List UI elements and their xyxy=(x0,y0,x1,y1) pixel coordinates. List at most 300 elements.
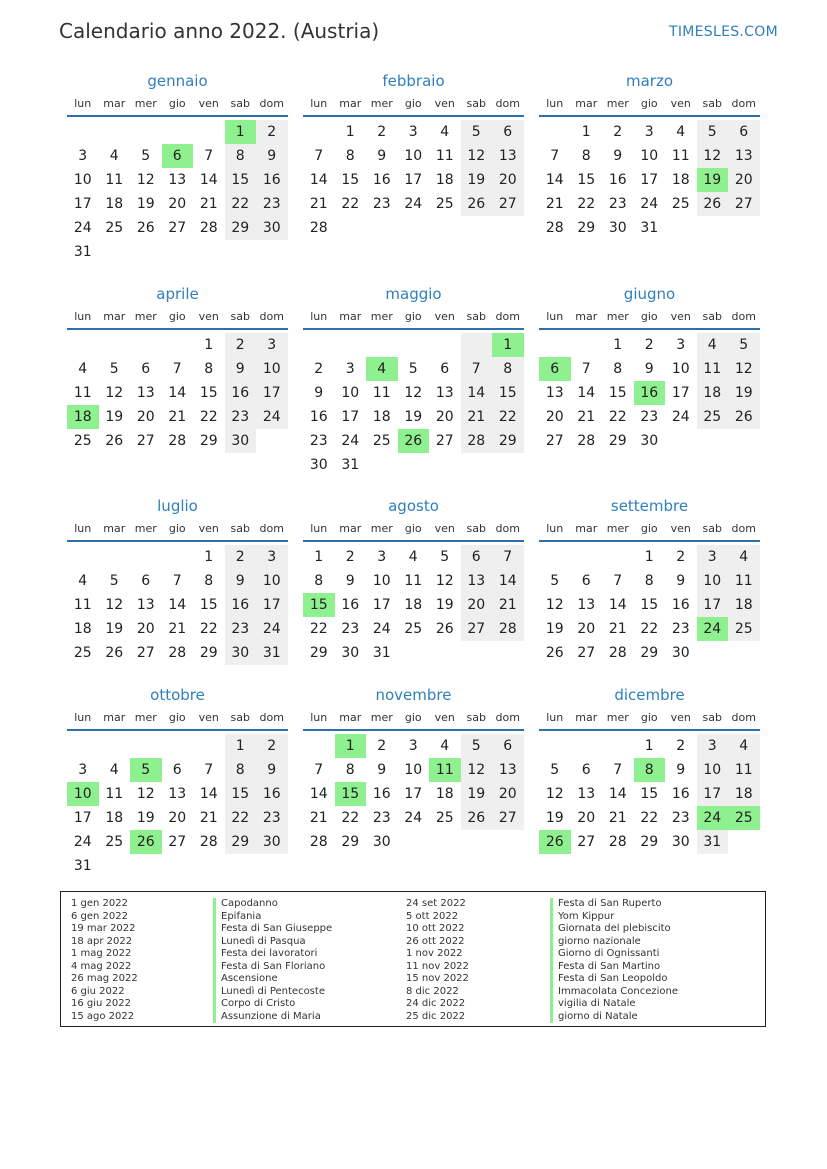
day-cell[interactable]: 4 xyxy=(78,361,88,377)
day-cell[interactable]: 31 xyxy=(372,645,391,661)
day-cell[interactable]: 3 xyxy=(697,734,729,758)
day-cell[interactable]: 11 xyxy=(435,148,454,164)
day-cell[interactable]: 19 xyxy=(105,621,124,637)
day-cell[interactable]: 20 xyxy=(168,810,187,826)
day-cell[interactable]: 19 xyxy=(545,810,564,826)
day-cell[interactable]: 11 xyxy=(404,573,423,589)
day-cell[interactable]: 7 xyxy=(461,357,493,381)
day-cell[interactable]: 13 xyxy=(577,786,596,802)
day-cell[interactable]: 4 xyxy=(440,738,450,754)
day-cell[interactable]: 9 xyxy=(225,569,257,593)
day-cell[interactable]: 30 xyxy=(372,834,391,850)
day-cell[interactable]: 8 xyxy=(634,758,666,782)
day-cell[interactable]: 24 xyxy=(404,810,423,826)
day-cell[interactable]: 11 xyxy=(429,758,461,782)
day-cell[interactable]: 23 xyxy=(640,409,659,425)
day-cell[interactable]: 23 xyxy=(372,196,391,212)
day-cell[interactable]: 30 xyxy=(309,457,328,473)
day-cell[interactable]: 3 xyxy=(697,545,729,569)
day-cell[interactable]: 10 xyxy=(341,385,360,401)
day-cell[interactable]: 16 xyxy=(671,597,690,613)
day-cell[interactable]: 31 xyxy=(73,244,92,260)
day-cell[interactable]: 28 xyxy=(545,220,564,236)
day-cell[interactable]: 19 xyxy=(461,168,493,192)
day-cell[interactable]: 7 xyxy=(314,762,324,778)
day-cell[interactable]: 11 xyxy=(728,758,760,782)
day-cell[interactable]: 4 xyxy=(676,124,686,140)
day-cell[interactable]: 7 xyxy=(314,148,324,164)
day-cell[interactable]: 9 xyxy=(225,357,257,381)
day-cell[interactable]: 19 xyxy=(728,381,760,405)
day-cell[interactable]: 25 xyxy=(404,621,423,637)
day-cell[interactable]: 9 xyxy=(676,762,686,778)
day-cell[interactable]: 4 xyxy=(408,549,418,565)
day-cell[interactable]: 7 xyxy=(172,573,182,589)
day-cell[interactable]: 14 xyxy=(492,569,524,593)
day-cell[interactable]: 7 xyxy=(172,361,182,377)
day-cell[interactable]: 20 xyxy=(492,782,524,806)
day-cell[interactable]: 19 xyxy=(435,597,454,613)
day-cell[interactable]: 5 xyxy=(141,148,151,164)
day-cell[interactable]: 20 xyxy=(545,409,564,425)
day-cell[interactable]: 27 xyxy=(545,433,564,449)
day-cell[interactable]: 1 xyxy=(613,337,623,353)
day-cell[interactable]: 29 xyxy=(199,645,218,661)
day-cell[interactable]: 21 xyxy=(608,621,627,637)
day-cell[interactable]: 18 xyxy=(372,409,391,425)
day-cell[interactable]: 28 xyxy=(608,645,627,661)
day-cell[interactable]: 6 xyxy=(440,361,450,377)
day-cell[interactable]: 6 xyxy=(492,120,524,144)
day-cell[interactable]: 24 xyxy=(341,433,360,449)
day-cell[interactable]: 13 xyxy=(728,144,760,168)
day-cell[interactable]: 20 xyxy=(577,810,596,826)
day-cell[interactable]: 15 xyxy=(199,597,218,613)
day-cell[interactable]: 15 xyxy=(225,782,257,806)
day-cell[interactable]: 13 xyxy=(168,786,187,802)
day-cell[interactable]: 23 xyxy=(671,621,690,637)
day-cell[interactable]: 2 xyxy=(345,549,355,565)
day-cell[interactable]: 30 xyxy=(256,216,288,240)
day-cell[interactable]: 2 xyxy=(256,734,288,758)
day-cell[interactable]: 18 xyxy=(728,593,760,617)
day-cell[interactable]: 17 xyxy=(341,409,360,425)
day-cell[interactable]: 12 xyxy=(105,385,124,401)
day-cell[interactable]: 2 xyxy=(644,337,654,353)
day-cell[interactable]: 2 xyxy=(225,333,257,357)
day-cell[interactable]: 20 xyxy=(136,621,155,637)
day-cell[interactable]: 23 xyxy=(256,192,288,216)
day-cell[interactable]: 29 xyxy=(492,429,524,453)
day-cell[interactable]: 25 xyxy=(73,645,92,661)
day-cell[interactable]: 4 xyxy=(728,734,760,758)
day-cell[interactable]: 30 xyxy=(640,433,659,449)
day-cell[interactable]: 24 xyxy=(372,621,391,637)
day-cell[interactable]: 15 xyxy=(341,172,360,188)
day-cell[interactable]: 16 xyxy=(372,172,391,188)
day-cell[interactable]: 3 xyxy=(256,545,288,569)
day-cell[interactable]: 30 xyxy=(256,830,288,854)
day-cell[interactable]: 1 xyxy=(335,734,367,758)
day-cell[interactable]: 22 xyxy=(225,192,257,216)
day-cell[interactable]: 4 xyxy=(109,148,119,164)
day-cell[interactable]: 5 xyxy=(461,120,493,144)
day-cell[interactable]: 22 xyxy=(640,810,659,826)
day-cell[interactable]: 29 xyxy=(640,645,659,661)
day-cell[interactable]: 13 xyxy=(492,758,524,782)
day-cell[interactable]: 12 xyxy=(461,758,493,782)
day-cell[interactable]: 17 xyxy=(640,172,659,188)
day-cell[interactable]: 14 xyxy=(608,786,627,802)
day-cell[interactable]: 3 xyxy=(644,124,654,140)
day-cell[interactable]: 7 xyxy=(492,545,524,569)
day-cell[interactable]: 31 xyxy=(73,858,92,874)
day-cell[interactable]: 13 xyxy=(577,597,596,613)
day-cell[interactable]: 31 xyxy=(256,641,288,665)
day-cell[interactable]: 19 xyxy=(105,409,124,425)
day-cell[interactable]: 2 xyxy=(314,361,324,377)
day-cell[interactable]: 6 xyxy=(581,762,591,778)
day-cell[interactable]: 30 xyxy=(671,645,690,661)
day-cell[interactable]: 2 xyxy=(613,124,623,140)
day-cell[interactable]: 14 xyxy=(545,172,564,188)
day-cell[interactable]: 16 xyxy=(341,597,360,613)
day-cell[interactable]: 6 xyxy=(728,120,760,144)
day-cell[interactable]: 6 xyxy=(172,762,182,778)
day-cell[interactable]: 17 xyxy=(404,786,423,802)
day-cell[interactable]: 23 xyxy=(225,405,257,429)
day-cell[interactable]: 8 xyxy=(345,148,355,164)
day-cell[interactable]: 9 xyxy=(256,758,288,782)
day-cell[interactable]: 12 xyxy=(545,597,564,613)
day-cell[interactable]: 22 xyxy=(492,405,524,429)
day-cell[interactable]: 3 xyxy=(256,333,288,357)
day-cell[interactable]: 18 xyxy=(105,810,124,826)
day-cell[interactable]: 3 xyxy=(408,124,418,140)
day-cell[interactable]: 27 xyxy=(492,806,524,830)
day-cell[interactable]: 10 xyxy=(697,569,729,593)
day-cell[interactable]: 8 xyxy=(225,144,257,168)
day-cell[interactable]: 17 xyxy=(73,196,92,212)
day-cell[interactable]: 28 xyxy=(577,433,596,449)
day-cell[interactable]: 24 xyxy=(256,617,288,641)
day-cell[interactable]: 17 xyxy=(73,810,92,826)
day-cell[interactable]: 27 xyxy=(728,192,760,216)
day-cell[interactable]: 9 xyxy=(644,361,654,377)
day-cell[interactable]: 23 xyxy=(341,621,360,637)
day-cell[interactable]: 5 xyxy=(109,573,119,589)
day-cell[interactable]: 27 xyxy=(435,433,454,449)
day-cell[interactable]: 23 xyxy=(225,617,257,641)
day-cell[interactable]: 8 xyxy=(613,361,623,377)
day-cell[interactable]: 30 xyxy=(341,645,360,661)
day-cell[interactable]: 8 xyxy=(492,357,524,381)
day-cell[interactable]: 6 xyxy=(492,734,524,758)
day-cell[interactable]: 10 xyxy=(671,361,690,377)
day-cell[interactable]: 13 xyxy=(435,385,454,401)
day-cell[interactable]: 17 xyxy=(697,782,729,806)
day-cell[interactable]: 21 xyxy=(309,810,328,826)
day-cell[interactable]: 2 xyxy=(225,545,257,569)
day-cell[interactable]: 18 xyxy=(404,597,423,613)
day-cell[interactable]: 30 xyxy=(671,834,690,850)
day-cell[interactable]: 15 xyxy=(608,385,627,401)
day-cell[interactable]: 20 xyxy=(461,593,493,617)
day-cell[interactable]: 28 xyxy=(168,433,187,449)
day-cell[interactable]: 29 xyxy=(225,216,257,240)
day-cell[interactable]: 2 xyxy=(377,738,387,754)
day-cell[interactable]: 27 xyxy=(168,220,187,236)
day-cell[interactable]: 18 xyxy=(697,381,729,405)
day-cell[interactable]: 7 xyxy=(613,762,623,778)
day-cell[interactable]: 7 xyxy=(204,762,214,778)
day-cell[interactable]: 9 xyxy=(377,762,387,778)
day-cell[interactable]: 13 xyxy=(492,144,524,168)
day-cell[interactable]: 30 xyxy=(608,220,627,236)
day-cell[interactable]: 11 xyxy=(105,172,124,188)
day-cell[interactable]: 16 xyxy=(634,381,666,405)
day-cell[interactable]: 11 xyxy=(372,385,391,401)
day-cell[interactable]: 5 xyxy=(550,762,560,778)
day-cell[interactable]: 16 xyxy=(256,782,288,806)
day-cell[interactable]: 12 xyxy=(728,357,760,381)
day-cell[interactable]: 15 xyxy=(640,786,659,802)
day-cell[interactable]: 8 xyxy=(225,758,257,782)
day-cell[interactable]: 16 xyxy=(256,168,288,192)
day-cell[interactable]: 17 xyxy=(697,593,729,617)
day-cell[interactable]: 9 xyxy=(377,148,387,164)
day-cell[interactable]: 19 xyxy=(136,196,155,212)
day-cell[interactable]: 28 xyxy=(309,834,328,850)
day-cell[interactable]: 10 xyxy=(256,357,288,381)
day-cell[interactable]: 17 xyxy=(256,381,288,405)
day-cell[interactable]: 30 xyxy=(225,429,257,453)
day-cell[interactable]: 14 xyxy=(199,786,218,802)
day-cell[interactable]: 22 xyxy=(577,196,596,212)
day-cell[interactable]: 19 xyxy=(545,621,564,637)
day-cell[interactable]: 26 xyxy=(728,405,760,429)
day-cell[interactable]: 20 xyxy=(168,196,187,212)
day-cell[interactable]: 24 xyxy=(256,405,288,429)
day-cell[interactable]: 18 xyxy=(67,405,99,429)
day-cell[interactable]: 14 xyxy=(577,385,596,401)
day-cell[interactable]: 23 xyxy=(372,810,391,826)
day-cell[interactable]: 14 xyxy=(168,597,187,613)
day-cell[interactable]: 4 xyxy=(440,124,450,140)
day-cell[interactable]: 5 xyxy=(408,361,418,377)
day-cell[interactable]: 8 xyxy=(314,573,324,589)
day-cell[interactable]: 3 xyxy=(408,738,418,754)
day-cell[interactable]: 19 xyxy=(461,782,493,806)
day-cell[interactable]: 11 xyxy=(73,597,92,613)
day-cell[interactable]: 27 xyxy=(577,645,596,661)
day-cell[interactable]: 14 xyxy=(309,172,328,188)
day-cell[interactable]: 9 xyxy=(613,148,623,164)
day-cell[interactable]: 11 xyxy=(697,357,729,381)
day-cell[interactable]: 1 xyxy=(314,549,324,565)
day-cell[interactable]: 31 xyxy=(640,220,659,236)
day-cell[interactable]: 18 xyxy=(671,172,690,188)
day-cell[interactable]: 12 xyxy=(545,786,564,802)
day-cell[interactable]: 25 xyxy=(105,834,124,850)
day-cell[interactable]: 29 xyxy=(199,433,218,449)
day-cell[interactable]: 25 xyxy=(435,196,454,212)
day-cell[interactable]: 20 xyxy=(435,409,454,425)
day-cell[interactable]: 23 xyxy=(671,810,690,826)
day-cell[interactable]: 13 xyxy=(545,385,564,401)
day-cell[interactable]: 21 xyxy=(545,196,564,212)
day-cell[interactable]: 10 xyxy=(256,569,288,593)
day-cell[interactable]: 27 xyxy=(136,433,155,449)
day-cell[interactable]: 16 xyxy=(309,409,328,425)
day-cell[interactable]: 13 xyxy=(461,569,493,593)
day-cell[interactable]: 26 xyxy=(105,433,124,449)
day-cell[interactable]: 22 xyxy=(199,621,218,637)
day-cell[interactable]: 27 xyxy=(492,192,524,216)
day-cell[interactable]: 14 xyxy=(608,597,627,613)
day-cell[interactable]: 21 xyxy=(199,810,218,826)
day-cell[interactable]: 8 xyxy=(581,148,591,164)
day-cell[interactable]: 15 xyxy=(640,597,659,613)
day-cell[interactable]: 10 xyxy=(404,762,423,778)
day-cell[interactable]: 29 xyxy=(309,645,328,661)
day-cell[interactable]: 20 xyxy=(577,621,596,637)
day-cell[interactable]: 28 xyxy=(168,645,187,661)
day-cell[interactable]: 14 xyxy=(199,172,218,188)
day-cell[interactable]: 22 xyxy=(225,806,257,830)
day-cell[interactable]: 21 xyxy=(168,621,187,637)
day-cell[interactable]: 15 xyxy=(577,172,596,188)
day-cell[interactable]: 22 xyxy=(640,621,659,637)
day-cell[interactable]: 26 xyxy=(545,645,564,661)
day-cell[interactable]: 16 xyxy=(372,786,391,802)
day-cell[interactable]: 31 xyxy=(341,457,360,473)
day-cell[interactable]: 17 xyxy=(404,172,423,188)
day-cell[interactable]: 25 xyxy=(728,806,760,830)
day-cell[interactable]: 26 xyxy=(435,621,454,637)
day-cell[interactable]: 25 xyxy=(697,405,729,429)
day-cell[interactable]: 10 xyxy=(372,573,391,589)
day-cell[interactable]: 23 xyxy=(256,806,288,830)
day-cell[interactable]: 1 xyxy=(204,337,214,353)
day-cell[interactable]: 2 xyxy=(676,549,686,565)
day-cell[interactable]: 24 xyxy=(640,196,659,212)
day-cell[interactable]: 17 xyxy=(256,593,288,617)
day-cell[interactable]: 17 xyxy=(372,597,391,613)
day-cell[interactable]: 25 xyxy=(435,810,454,826)
day-cell[interactable]: 30 xyxy=(225,641,257,665)
day-cell[interactable]: 21 xyxy=(492,593,524,617)
day-cell[interactable]: 24 xyxy=(697,806,729,830)
day-cell[interactable]: 1 xyxy=(225,120,257,144)
day-cell[interactable]: 12 xyxy=(136,172,155,188)
day-cell[interactable]: 4 xyxy=(697,333,729,357)
day-cell[interactable]: 19 xyxy=(136,810,155,826)
day-cell[interactable]: 3 xyxy=(676,337,686,353)
day-cell[interactable]: 9 xyxy=(676,573,686,589)
day-cell[interactable]: 6 xyxy=(461,545,493,569)
day-cell[interactable]: 15 xyxy=(492,381,524,405)
day-cell[interactable]: 24 xyxy=(404,196,423,212)
day-cell[interactable]: 7 xyxy=(613,573,623,589)
day-cell[interactable]: 1 xyxy=(345,124,355,140)
day-cell[interactable]: 21 xyxy=(168,409,187,425)
day-cell[interactable]: 26 xyxy=(105,645,124,661)
day-cell[interactable]: 5 xyxy=(697,120,729,144)
day-cell[interactable]: 24 xyxy=(73,834,92,850)
day-cell[interactable]: 17 xyxy=(671,385,690,401)
day-cell[interactable]: 26 xyxy=(398,429,430,453)
day-cell[interactable]: 20 xyxy=(728,168,760,192)
day-cell[interactable]: 15 xyxy=(225,168,257,192)
day-cell[interactable]: 12 xyxy=(136,786,155,802)
day-cell[interactable]: 26 xyxy=(697,192,729,216)
day-cell[interactable]: 22 xyxy=(309,621,328,637)
day-cell[interactable]: 8 xyxy=(345,762,355,778)
day-cell[interactable]: 11 xyxy=(105,786,124,802)
day-cell[interactable]: 6 xyxy=(141,573,151,589)
day-cell[interactable]: 12 xyxy=(697,144,729,168)
day-cell[interactable]: 4 xyxy=(728,545,760,569)
day-cell[interactable]: 13 xyxy=(168,172,187,188)
day-cell[interactable]: 20 xyxy=(136,409,155,425)
day-cell[interactable]: 25 xyxy=(671,196,690,212)
day-cell[interactable]: 25 xyxy=(372,433,391,449)
day-cell[interactable]: 1 xyxy=(644,738,654,754)
day-cell[interactable]: 12 xyxy=(105,597,124,613)
day-cell[interactable]: 29 xyxy=(640,834,659,850)
day-cell[interactable]: 28 xyxy=(492,617,524,641)
day-cell[interactable]: 10 xyxy=(404,148,423,164)
day-cell[interactable]: 29 xyxy=(341,834,360,850)
day-cell[interactable]: 11 xyxy=(671,148,690,164)
day-cell[interactable]: 11 xyxy=(73,385,92,401)
day-cell[interactable]: 14 xyxy=(168,385,187,401)
day-cell[interactable]: 15 xyxy=(335,782,367,806)
day-cell[interactable]: 5 xyxy=(109,361,119,377)
day-cell[interactable]: 4 xyxy=(78,573,88,589)
day-cell[interactable]: 4 xyxy=(109,762,119,778)
day-cell[interactable]: 2 xyxy=(377,124,387,140)
day-cell[interactable]: 22 xyxy=(199,409,218,425)
day-cell[interactable]: 9 xyxy=(256,144,288,168)
day-cell[interactable]: 27 xyxy=(168,834,187,850)
day-cell[interactable]: 10 xyxy=(73,172,92,188)
day-cell[interactable]: 1 xyxy=(492,333,524,357)
day-cell[interactable]: 23 xyxy=(608,196,627,212)
day-cell[interactable]: 21 xyxy=(608,810,627,826)
day-cell[interactable]: 26 xyxy=(461,192,493,216)
day-cell[interactable]: 28 xyxy=(199,220,218,236)
day-cell[interactable]: 5 xyxy=(130,758,162,782)
day-cell[interactable]: 18 xyxy=(105,196,124,212)
day-cell[interactable]: 6 xyxy=(539,357,571,381)
day-cell[interactable]: 25 xyxy=(728,617,760,641)
day-cell[interactable]: 16 xyxy=(608,172,627,188)
day-cell[interactable]: 25 xyxy=(73,433,92,449)
day-cell[interactable]: 29 xyxy=(577,220,596,236)
day-cell[interactable]: 11 xyxy=(728,569,760,593)
day-cell[interactable]: 21 xyxy=(461,405,493,429)
day-cell[interactable]: 13 xyxy=(136,597,155,613)
day-cell[interactable]: 2 xyxy=(676,738,686,754)
day-cell[interactable]: 31 xyxy=(697,830,729,854)
day-cell[interactable]: 1 xyxy=(204,549,214,565)
day-cell[interactable]: 21 xyxy=(309,196,328,212)
day-cell[interactable]: 28 xyxy=(309,220,328,236)
day-cell[interactable]: 18 xyxy=(73,621,92,637)
day-cell[interactable]: 18 xyxy=(728,782,760,806)
